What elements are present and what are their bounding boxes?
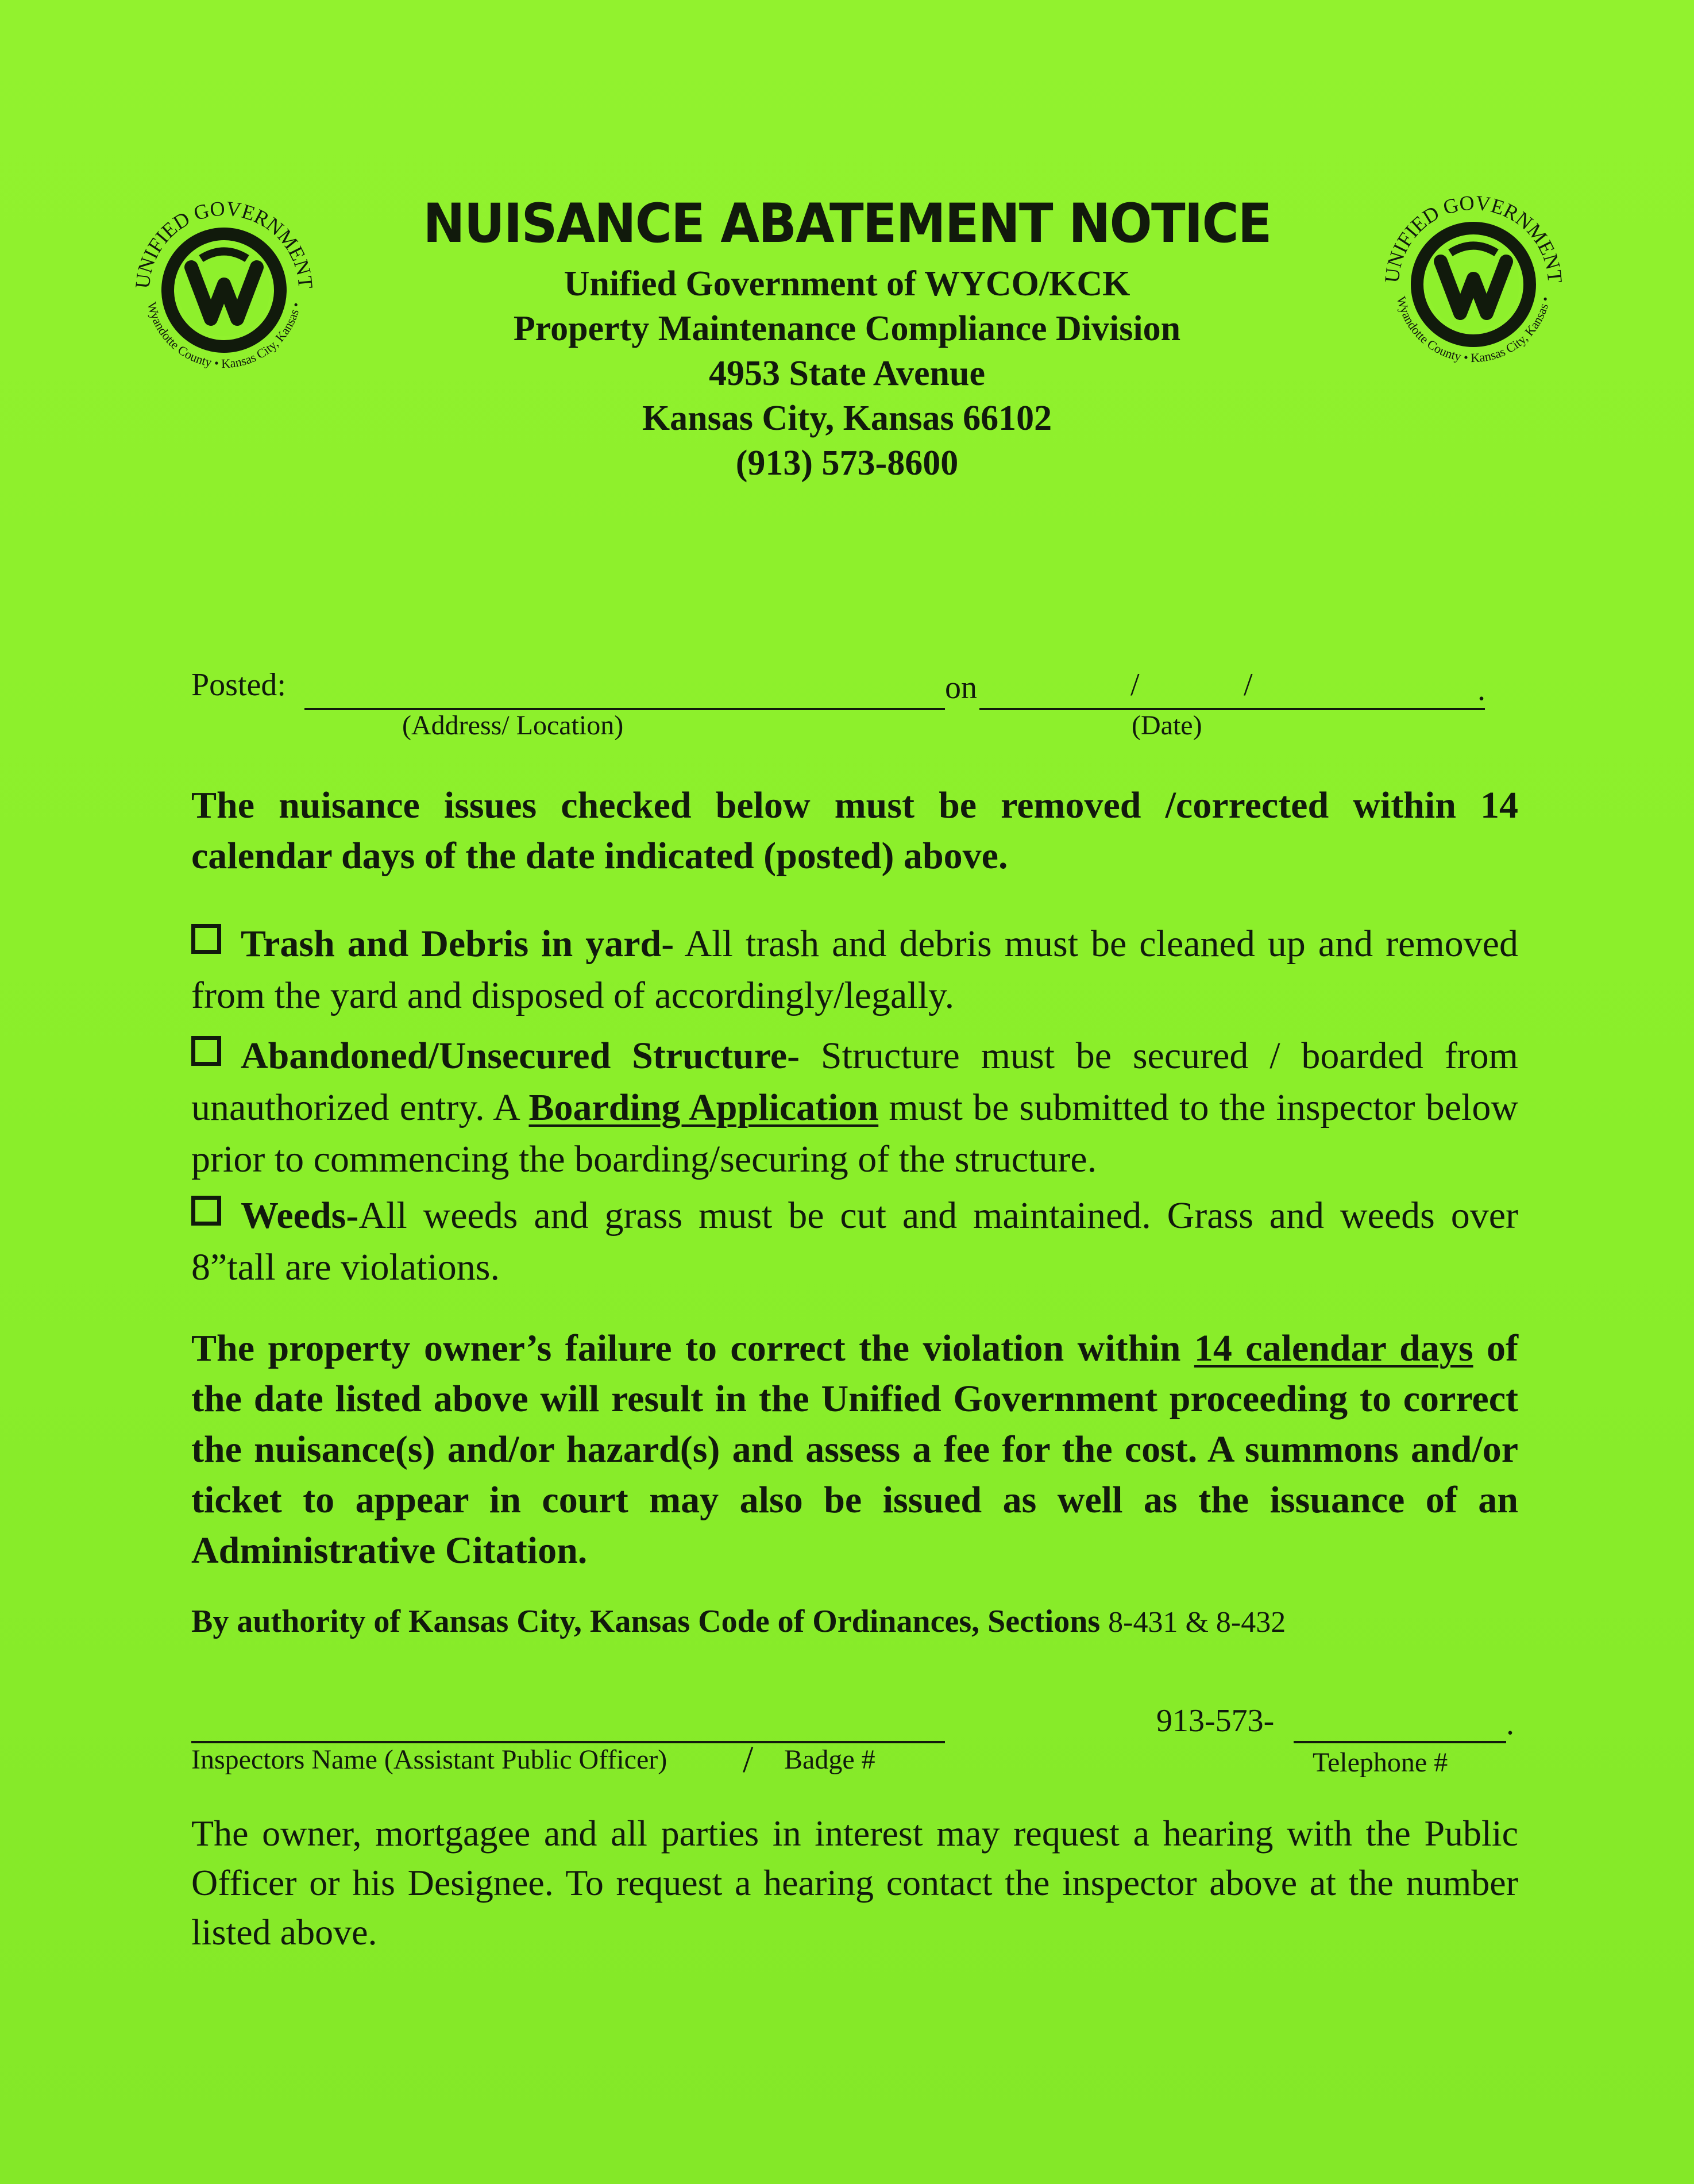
failure-text: of the date listed above will result in the Unified Government proceeding to correct the nuisance(s) and/or hazard(s) and assess a fee for the cost. A summons and/or ticket to appear in court may also be issued as well as the issuance of an Administrative Citation. (191, 1327, 1518, 1571)
ordinance-sections: 8-431 & 8-432 (1108, 1606, 1286, 1639)
seal-bottom-text: Wyandotte County • Kansas City, Kansas • (1394, 295, 1553, 365)
address-blank-line[interactable] (304, 708, 945, 710)
inspector-phone-prefix: 913-573- (1156, 1703, 1275, 1739)
posted-label: Posted: (191, 667, 286, 703)
notice-header (0, 187, 1694, 486)
authority-line (191, 1603, 1286, 1640)
agency-name: Unified Government of WYCO/KCK (564, 264, 1130, 303)
item-heading: Weeds- (241, 1195, 359, 1237)
posted-on-label: on (945, 670, 977, 706)
seal-top-text: UNIFIED GOVERNMENT (130, 197, 318, 290)
division-name: Property Maintenance Compliance Division (513, 309, 1181, 348)
abandoned-structure-checkbox[interactable] (191, 1036, 221, 1066)
badge-caption: Badge # (784, 1744, 875, 1775)
date-caption: (Date) (1132, 710, 1202, 741)
city-state-zip: Kansas City, Kansas 66102 (642, 399, 1052, 438)
date-slash-2: / (1244, 667, 1253, 703)
seal-bottom-text: Wyandotte County • Kansas City, Kansas • (144, 301, 303, 371)
item-abandoned-structure (191, 1030, 1518, 1185)
weeds-checkbox[interactable] (191, 1196, 221, 1226)
badge-slash: / (743, 1739, 754, 1781)
item-text: must be submitted to the inspector below prior to commencing the boarding/securing of the structure. (191, 1087, 1518, 1180)
item-text: All weeds and grass must be cut and maintained. Grass and weeds over 8”tall are violations. (191, 1195, 1518, 1288)
inspector-phone-line[interactable] (1294, 1741, 1506, 1743)
phone-period: . (1506, 1706, 1514, 1742)
failure-text: The property owner’s failure to correct the violation within (191, 1327, 1194, 1369)
telephone-caption: Telephone # (1313, 1747, 1448, 1778)
agency-phone: (913) 573-8600 (735, 444, 959, 483)
intro-paragraph: The nuisance issues checked below must be removed /corrected within 14 calendar days of the date indicated (posted) above. (191, 784, 1518, 877)
failure-paragraph (191, 1323, 1518, 1576)
street-address: 4953 State Avenue (708, 354, 986, 393)
item-text: All trash and debris must be cleaned up and removed from the yard and disposed of accordingly/legally. (191, 923, 1518, 1016)
notice-title: NUISANCE ABATEMENT NOTICE (423, 192, 1271, 255)
address-caption: (Address/ Location) (402, 710, 624, 741)
inspector-name-caption: Inspectors Name (Assistant Public Officer) (191, 1744, 667, 1775)
hearing-paragraph: The owner, mortgagee and all parties in interest may request a hearing with the Public Officer or his Designee. To request a hearing contact the inspector above at the number listed above. (191, 1813, 1518, 1952)
date-period: . (1477, 672, 1485, 707)
item-trash-debris (191, 918, 1518, 1022)
trash-debris-checkbox[interactable] (191, 924, 221, 954)
fourteen-days-emphasis: 14 calendar days (1194, 1327, 1473, 1369)
authority-text: By authority of Kansas City, Kansas Code of Ordinances, Sections (191, 1604, 1109, 1639)
item-text: Structure must be secured / boarded from unauthorized entry. A (191, 1035, 1518, 1128)
item-heading: Abandoned/Unsecured Structure- (241, 1035, 800, 1077)
seal-top-text: UNIFIED GOVERNMENT (1380, 191, 1567, 284)
item-heading: Trash and Debris in yard- (241, 923, 674, 965)
inspector-name-line[interactable] (191, 1741, 945, 1743)
item-weeds (191, 1190, 1518, 1293)
date-blank-line[interactable] (979, 708, 1485, 710)
date-slash-1: / (1130, 667, 1140, 703)
boarding-application-link: Boarding Application (528, 1087, 879, 1128)
